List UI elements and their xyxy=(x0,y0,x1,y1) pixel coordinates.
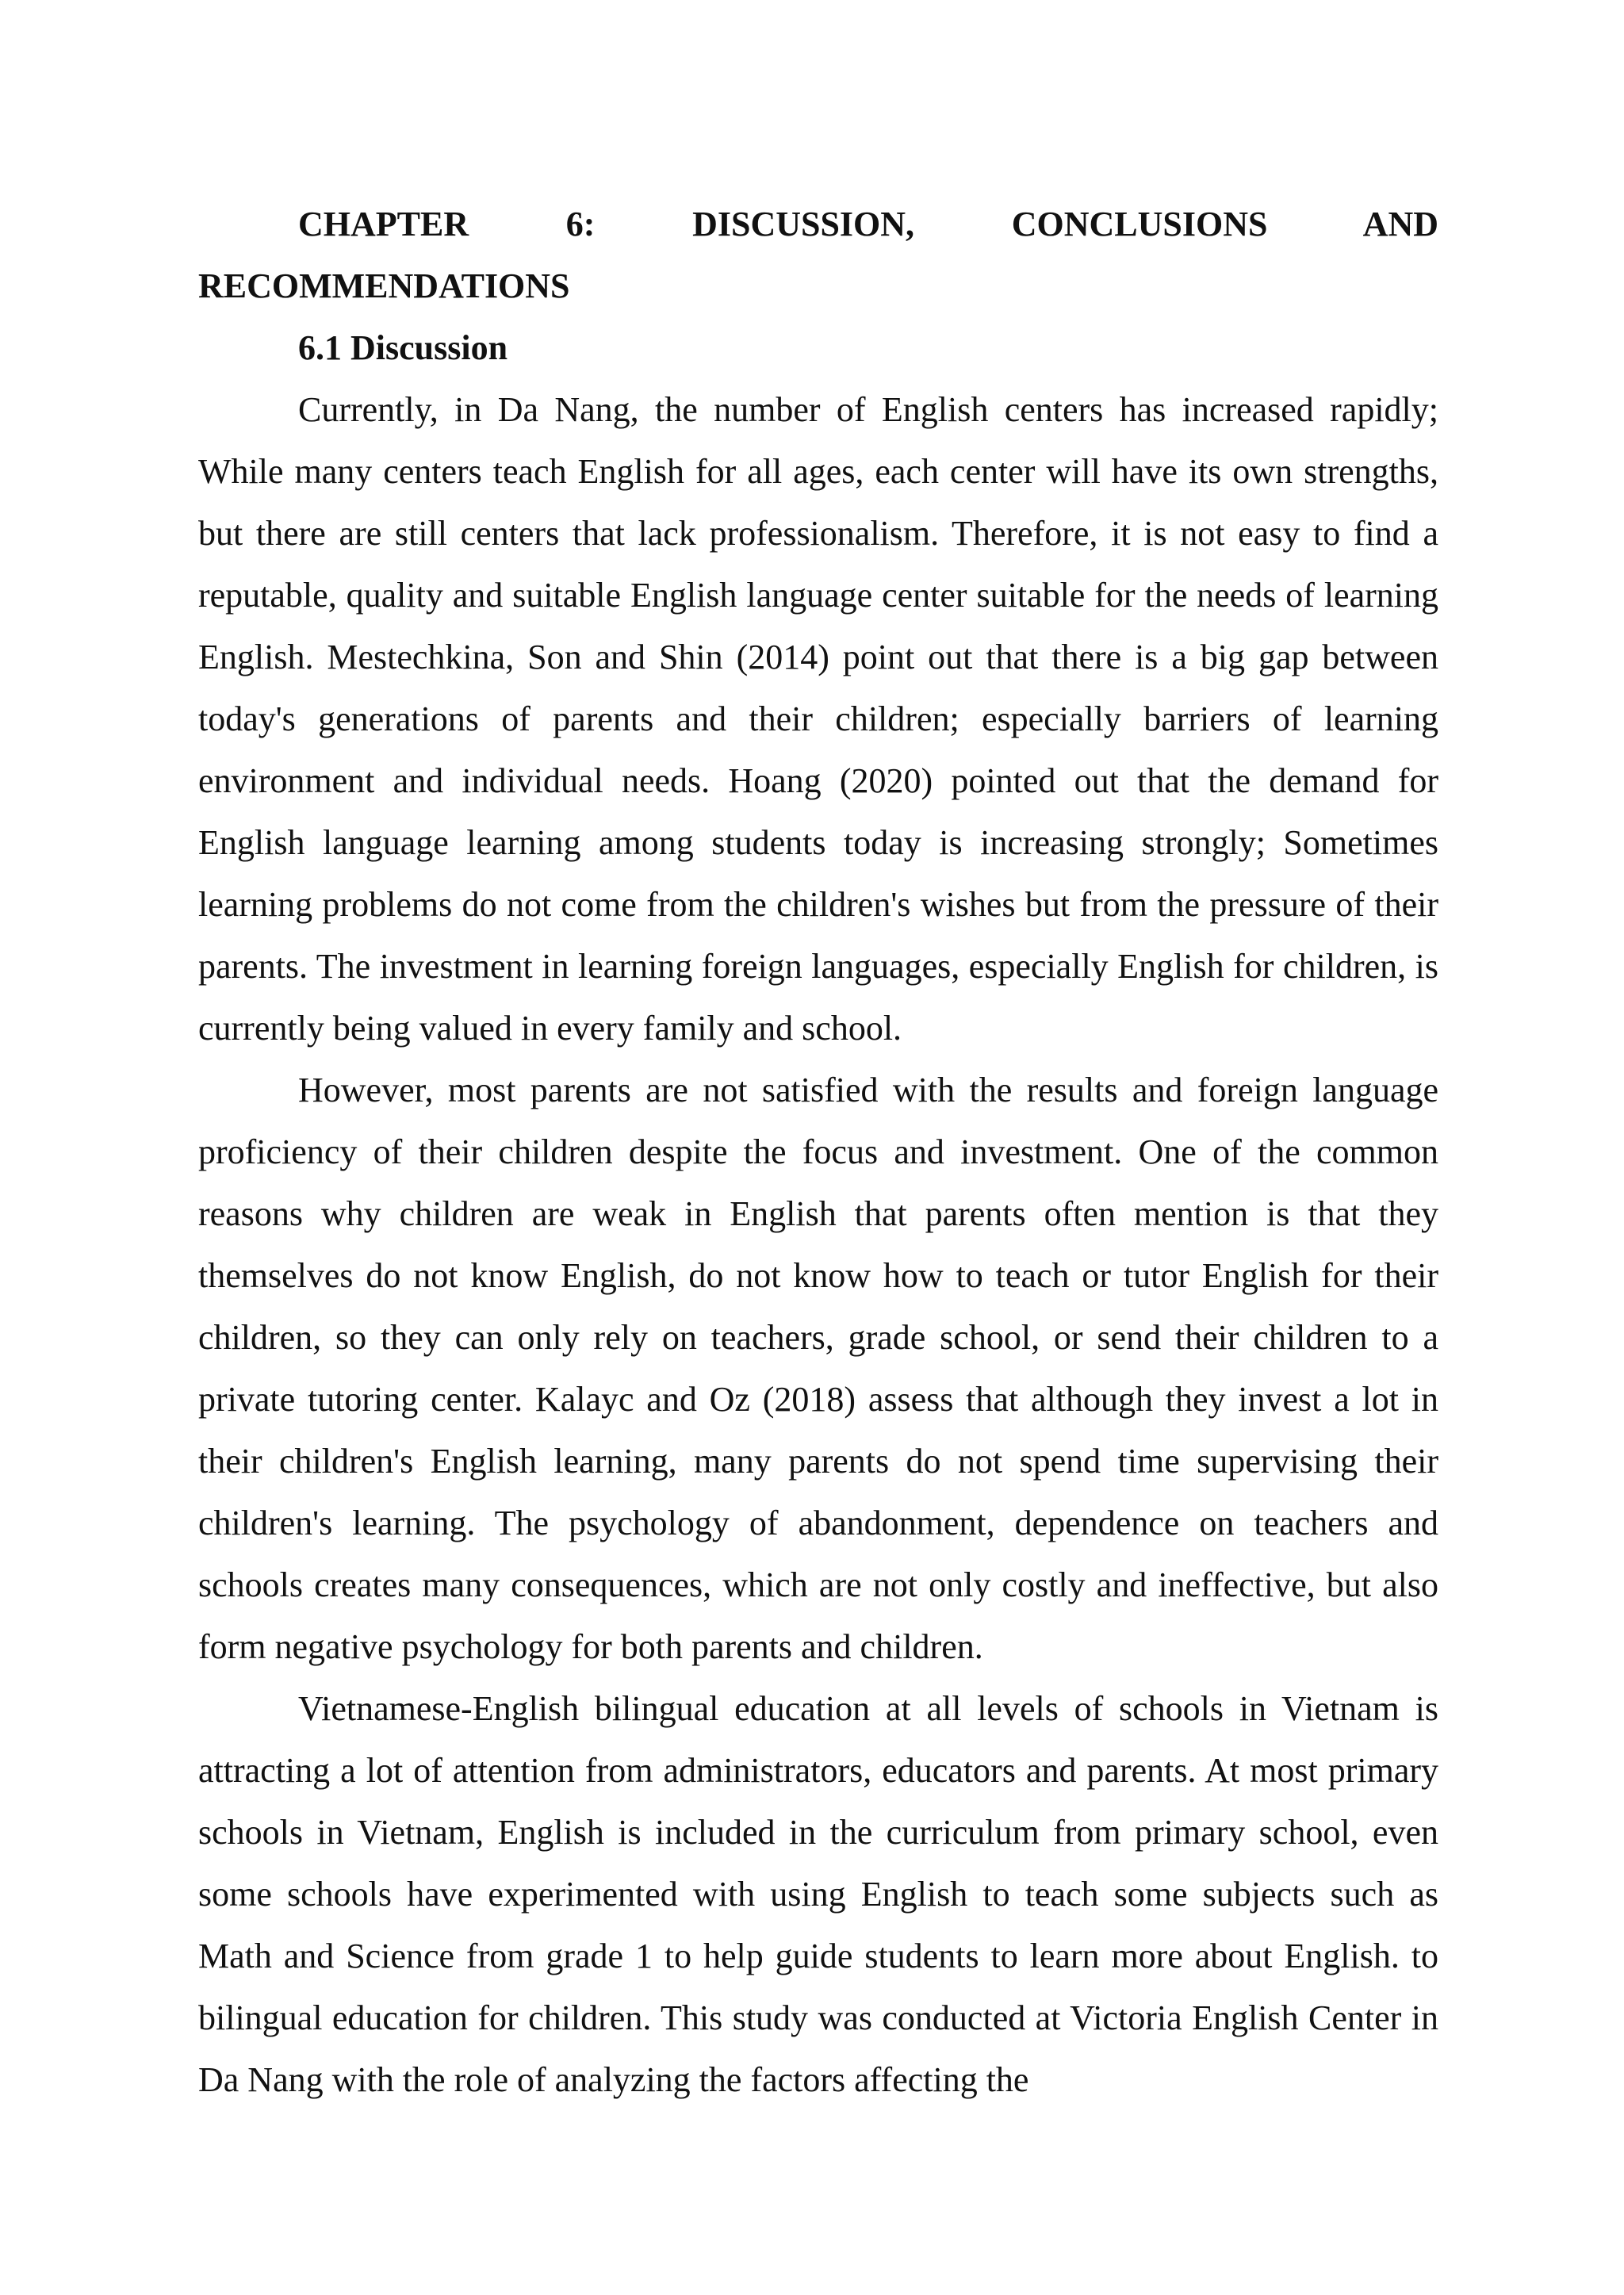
document-page xyxy=(198,193,1438,2111)
section-heading: 6.1 Discussion xyxy=(298,328,508,367)
body-paragraph: However, most parents are not satisfied with the results and foreign language proficiency of their children despite the focus and investment. One of the common reasons why children are weak in English that parents often mention is that they themselves do not know English, do not know how to teach or tutor English for their children, so they can only rely on teachers, grade school, or send their children to a private tutoring center. Kalayc and Oz (2018) assess that although they invest a lot in their children's English learning, many parents do not spend time supervising their children's learning. The psychology of abandonment, dependence on teachers and schools creates many consequences, which are not only costly and ineffective, but also form negative psychology for both parents and children. xyxy=(198,1071,1438,1666)
chapter-title: CHAPTER 6: DISCUSSION, CONCLUSIONS AND RECOMMENDATIONS xyxy=(198,205,1438,305)
body-paragraph: Currently, in Da Nang, the number of English centers has increased rapidly; While many centers teach English for all ages, each center will have its own strengths, but there are still centers that lack professionalism. Therefore, it is not easy to find a reputable, quality and suitable English language center suitable for the needs of learning English. Mestechkina, Son and Shin (2014) point out that there is a big gap between today's generations of parents and their children; especially barriers of learning environment and individual needs. Hoang (2020) pointed out that the demand for English language learning among students today is increasing strongly; Sometimes learning problems do not come from the children's wishes but from the pressure of their parents. The investment in learning foreign languages, especially English for children, is currently being valued in every family and school. xyxy=(198,390,1438,1048)
body-paragraph: Vietnamese-English bilingual education at all levels of schools in Vietnam is attracting a lot of attention from administrators, educators and parents. At most primary schools in Vietnam, English is included in the curriculum from primary school, even some schools have experimented with using English to teach some subjects such as Math and Science from grade 1 to help guide students to learn more about English. to bilingual education for children. This study was conducted at Victoria English Center in Da Nang with the role of analyzing the factors affecting the xyxy=(198,1689,1438,2099)
